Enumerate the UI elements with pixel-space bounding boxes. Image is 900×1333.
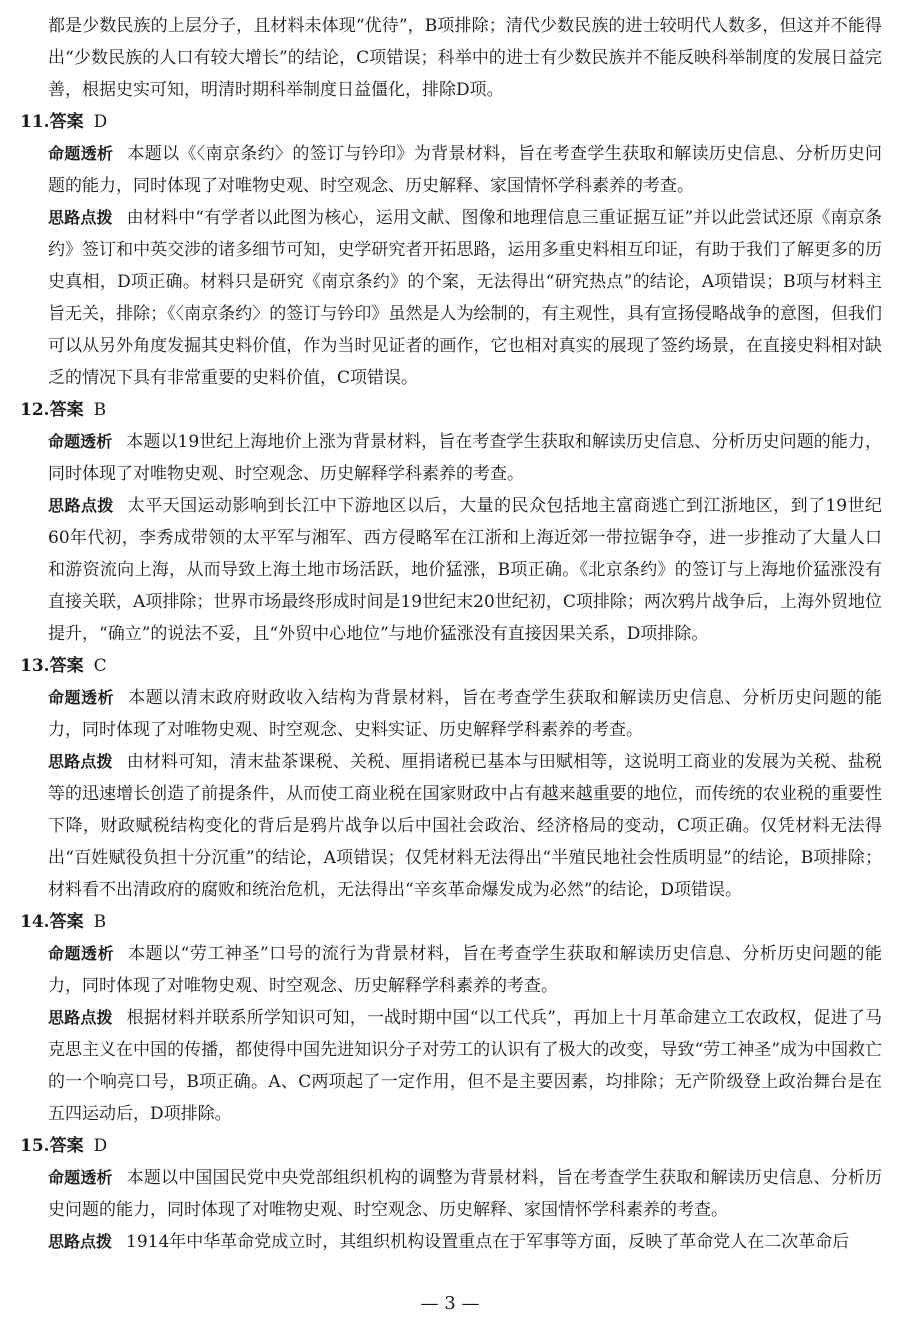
- hint-text: 根据材料并联系所学知识可知，一战时期中国“以工代兵”，再加上十月革命建立工农政权，促进了马克思主义在中国的传播，都使得中国先进知识分子对劳工的认识有了极大的改变，导致“劳工神圣”成为中国救亡的一个响亮口号，B项正确。A、C两项起了一定作用，但不是主要因素，均排除；无产阶级登上政治舞台是在五四运动后，D项排除。: [48, 1008, 882, 1124]
- answer-value: B: [93, 912, 107, 932]
- hint-text: 由材料中“有学者以此图为核心，运用文献、图像和地理信息三重证据互证”并以此尝试还原《南京条约》签订和中英交涉的诸多细节可知，史学研究者开拓思路，运用多重史料相互印证，有助于我们了解更多的历史真相，D项正确。材料只是研究《南京条约》的个案，无法得出“研究热点”的结论，A项错误；B项与材料主旨无关，排除；《〈南京条约〉的签订与钤印》虽然是人为绘制的，有主观性，具有宣扬侵略战争的意图，但我们可以从另外角度发掘其史料价值，作为当时见证者的画作，它也相对真实的展现了签约场景，在直接史料相对缺乏的情况下具有非常重要的史料价值，C项错误。: [48, 208, 882, 388]
- question-header: [20, 906, 882, 938]
- answer-label: 答案: [49, 656, 84, 676]
- hint-label: 思路点拨: [48, 496, 114, 515]
- analysis-paragraph: [20, 1162, 882, 1226]
- analysis-text: 本题以《〈南京条约〉的签订与钤印》为背景材料，旨在考查学生获取和解读历史信息、分析历史问题的能力，同时体现了对唯物史观、时空观念、历史解释、家国情怀学科素养的考查。: [48, 144, 882, 196]
- hint-paragraph: [20, 1002, 882, 1130]
- hint-paragraph: [20, 746, 882, 906]
- answer-value: D: [93, 112, 108, 132]
- answer-label: 答案: [49, 912, 84, 932]
- hint-text: 由材料可知，清末盐茶课税、关税、厘捐诸税已基本与田赋相等，这说明工商业的发展为关税、盐税等的迅速增长创造了前提条件，从而使工商业税在国家财政中占有越来越重要的地位，而传统的农业税的重要性下降，财政赋税结构变化的背后是鸦片战争以后中国社会政治、经济格局的变动，C项正确。仅凭材料无法得出“百姓赋役负担十分沉重”的结论，A项错误；仅凭材料无法得出“半殖民地社会性质明显”的结论，B项排除；材料看不出清政府的腐败和统治危机，无法得出“辛亥革命爆发成为必然”的结论，D项错误。: [48, 752, 882, 900]
- analysis-text: 本题以中国国民党中央党部组织机构的调整为背景材料，旨在考查学生获取和解读历史信息、分析历史问题的能力，同时体现了对唯物史观、时空观念、历史解释、家国情怀学科素养的考查。: [48, 1168, 882, 1220]
- analysis-paragraph: [20, 682, 882, 746]
- question-header: [20, 1130, 882, 1162]
- analysis-paragraph: [20, 426, 882, 490]
- analysis-label: 命题透析: [48, 144, 114, 163]
- question-header: [20, 106, 882, 138]
- answer-label: 答案: [49, 112, 84, 132]
- analysis-text: 本题以19世纪上海地价上涨为背景材料，旨在考查学生获取和解读历史信息、分析历史问题的能力，同时体现了对唯物史观、时空观念、历史解释学科素养的考查。: [48, 432, 882, 484]
- question-number: 11.: [20, 112, 50, 132]
- intro-paragraph: 都是少数民族的上层分子，且材料未体现“优待”，B项排除；清代少数民族的进士较明代人数多，但这并不能得出“少数民族的人口有较大增长”的结论，C项错误；科举中的进士有少数民族并不能反映科举制度的发展日益完善，根据史实可知，明清时期科举制度日益僵化，排除D项。: [48, 16, 882, 100]
- answer-value: C: [93, 656, 107, 676]
- hint-paragraph: [20, 490, 882, 650]
- hint-text: 1914年中华革命党成立时，其组织机构设置重点在于军事等方面，反映了革命党人在二次革命后: [126, 1232, 850, 1252]
- question-header: [20, 394, 882, 426]
- answer-value: B: [93, 400, 107, 420]
- analysis-label: 命题透析: [48, 688, 115, 707]
- analysis-label: 命题透析: [48, 432, 113, 451]
- answer-content: [20, 10, 882, 1258]
- page-number: — 3 —: [420, 1293, 480, 1314]
- question-list: [20, 106, 882, 1258]
- hint-label: 思路点拨: [48, 208, 113, 227]
- analysis-label: 命题透析: [48, 1168, 113, 1187]
- analysis-paragraph: [20, 938, 882, 1002]
- hint-paragraph: [20, 1226, 882, 1258]
- hint-label: 思路点拨: [48, 1232, 113, 1251]
- hint-text: 太平天国运动影响到长江中下游地区以后，大量的民众包括地主富商逃亡到江浙地区，到了19世纪60年代初，李秀成带领的太平军与湘军、西方侵略军在江浙和上海近郊一带拉锯争夺，进一步推动了大量人口和游资流向上海，从而导致上海土地市场活跃，地价猛涨，B项正确。《北京条约》的签订与上海地价猛涨没有直接关联，A项排除；世界市场最终形成时间是19世纪末20世纪初，C项排除；两次鸦片战争后，上海外贸地位提升，“确立”的说法不妥，且“外贸中心地位”与地价猛涨没有直接因果关系，D项排除。: [48, 496, 882, 644]
- answer-value: D: [93, 1136, 108, 1156]
- question-number: 15.: [20, 1136, 50, 1156]
- hint-label: 思路点拨: [48, 1008, 113, 1027]
- question-number: 12.: [20, 400, 50, 420]
- question-block: [20, 394, 882, 650]
- question-header: [20, 650, 882, 682]
- question-block: [20, 906, 882, 1130]
- answer-label: 答案: [49, 400, 84, 420]
- question-number: 14.: [20, 912, 50, 932]
- question-block: [20, 650, 882, 906]
- question-number: 13.: [20, 656, 50, 676]
- analysis-label: 命题透析: [48, 944, 115, 963]
- answer-label: 答案: [49, 1136, 84, 1156]
- question-block: [20, 1130, 882, 1258]
- analysis-text: 本题以“劳工神圣”口号的流行为背景材料，旨在考查学生获取和解读历史信息、分析历史问题的能力，同时体现了对唯物史观、时空观念、历史解释学科素养的考查。: [48, 944, 882, 996]
- question-block: [20, 106, 882, 394]
- analysis-text: 本题以清末政府财政收入结构为背景材料，旨在考查学生获取和解读历史信息、分析历史问题的能力，同时体现了对唯物史观、时空观念、史料实证、历史解释学科素养的考查。: [48, 688, 882, 740]
- hint-paragraph: [20, 202, 882, 394]
- analysis-paragraph: [20, 138, 882, 202]
- hint-label: 思路点拨: [48, 752, 113, 771]
